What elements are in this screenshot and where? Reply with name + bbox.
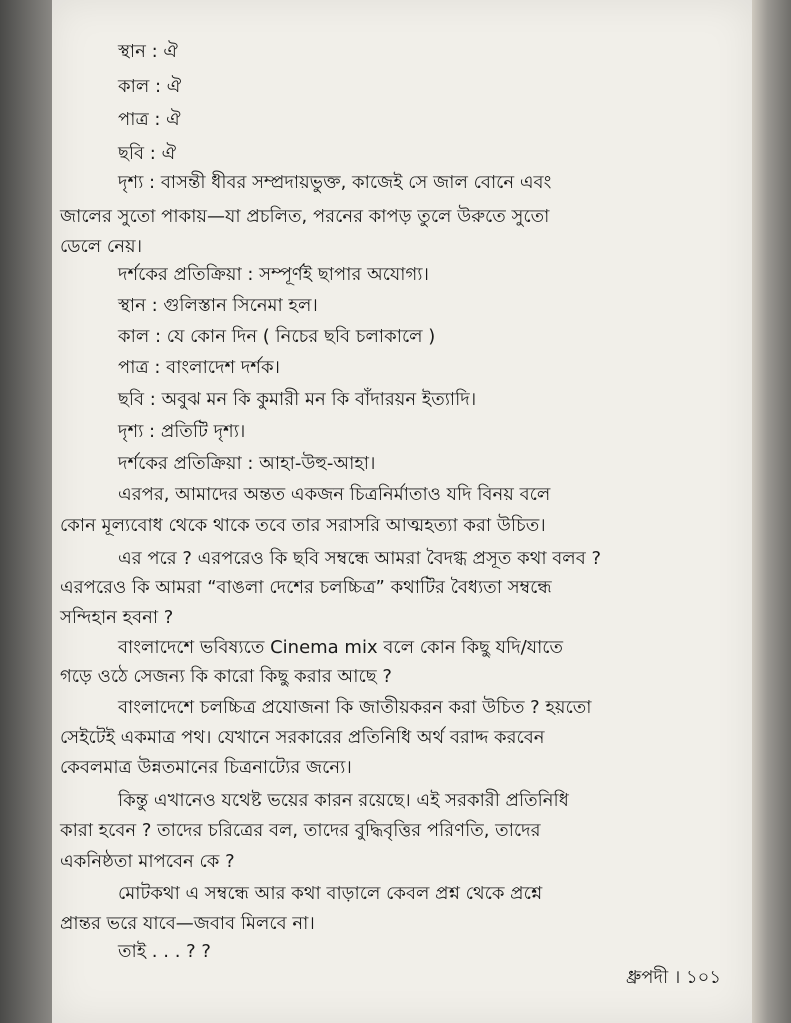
text-line: দর্শকের প্রতিক্রিয়া : আহা-উহু-আহা। (118, 453, 376, 474)
text-line: দর্শকের প্রতিক্রিয়া : সম্পূর্ণই ছাপার অযোগ্য। (118, 264, 429, 285)
text-line: কাল : ঐ (118, 76, 182, 97)
text-line: কারা হবেন ? তাদের চরিত্রের বল, তাদের বুদ্ধিবৃত্তির পরিণতি, তাদের (60, 820, 541, 841)
text-line: ডেলে নেয়। (60, 236, 143, 257)
scan-right-edge (752, 0, 791, 1023)
text-line: কোন মূল্যবোধ থেকে থাকে তবে তার সরাসরি আত্মহত্যা করা উচিত। (60, 515, 546, 536)
text-line: গড়ে ওঠে সেজন্য কি কারো কিছু করার আছে ? (60, 666, 392, 687)
scan-left-edge (0, 0, 52, 1023)
text-line: ছবি : অবুঝ মন কি কুমারী মন কি বাঁদারয়ন ইত্যাদি। (118, 389, 477, 410)
text-line: একনিষ্ঠতা মাপবেন কে ? (60, 851, 235, 872)
text-line: কাল : যে কোন দিন ( নিচের ছবি চলাকালে ) (118, 326, 436, 347)
text-line: প্রান্তর ভরে যাবে—জবাব মিলবে না। (60, 913, 315, 934)
text-line: দৃশ্য : বাসন্তী ধীবর সম্প্রদায়ভুক্ত, কাজেই সে জাল বোনে এবং (118, 172, 552, 193)
text-line: বাংলাদেশে ভবিষ্যতে Cinema mix বলে কোন কিছু যদি/যাতে (118, 637, 564, 658)
text-line: স্থান : গুলিস্তান সিনেমা হল। (118, 295, 318, 316)
text-line: পাত্র : বাংলাদেশ দর্শক। (118, 357, 280, 378)
text-line: দৃশ্য : প্রতিটি দৃশ্য। (118, 421, 246, 442)
text-line: এর পরে ? এরপরেও কি ছবি সম্বন্ধে আমরা বৈদগ্ধ প্রসূত কথা বলব ? (118, 548, 602, 569)
text-line: সন্দিহান হবনা ? (60, 607, 174, 628)
text-line: পাত্র : ঐ (118, 109, 181, 130)
text-line: কেবলমাত্র উন্নতমানের চিত্রনাট্যের জন্যে। (60, 757, 352, 778)
text-line: বাংলাদেশে চলচ্চিত্র প্রযোজনা কি জাতীয়করন করা উচিত ? হয়তো (118, 697, 592, 718)
text-line: এরপর, আমাদের অন্তত একজন চিত্রনির্মাতাও যদি বিনয় বলে (118, 484, 551, 505)
text-line: তাই . . . ? ? (118, 941, 211, 962)
text-line: ছবি : ঐ (118, 143, 177, 164)
text-line: কিন্তু এখানেও যথেষ্ট ভয়ের কারন রয়েছে। এই সরকারী প্রতিনিধি (118, 790, 569, 811)
text-line: সেইটেই একমাত্র পথ। যেখানে সরকারের প্রতিনিধি অর্থ বরাদ্দ করবেন (60, 727, 545, 748)
page-footer: ধ্রুপদী । ১০১ (626, 967, 722, 988)
text-line: মোটকথা এ সম্বন্ধে আর কথা বাড়ালে কেবল প্রশ্ন থেকে প্রশ্নে (118, 883, 543, 904)
text-line: এরপরেও কি আমরা “বাঙলা দেশের চলচ্চিত্র” কথাটির বৈধ্যতা সম্বন্ধে (60, 577, 552, 598)
text-line: জালের সুতো পাকায়—যা প্রচলিত, পরনের কাপড় তুলে উরুতে সুতো (60, 206, 550, 227)
text-line: স্থান : ঐ (118, 41, 178, 62)
